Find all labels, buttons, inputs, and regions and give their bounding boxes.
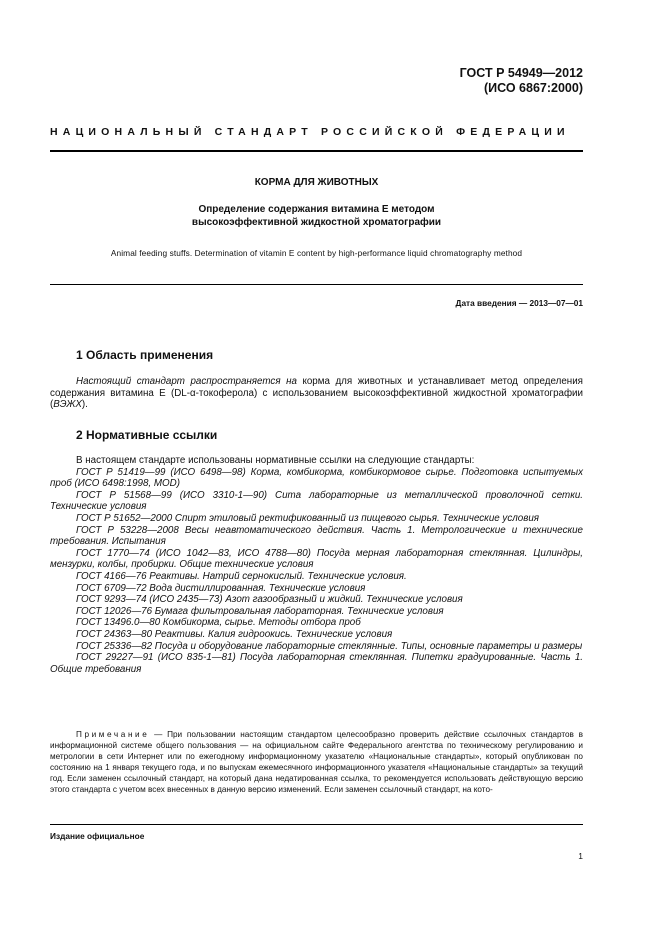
document-title: КОРМА ДЛЯ ЖИВОТНЫХ bbox=[254, 177, 379, 188]
ref-item: ГОСТ 29227—91 (ИСО 835-1—81) Посуда лабораторная стеклянная. Пипетки градуированные. Часть 1. Общие требования bbox=[50, 652, 583, 675]
english-title: Animal feeding stuffs. Determination of vitamin E content by high-performance liquid chromatography method bbox=[110, 248, 523, 258]
section-1-body bbox=[50, 376, 583, 411]
title-divider bbox=[50, 284, 583, 285]
footer-divider bbox=[50, 824, 583, 825]
edition-label: Издание официальное bbox=[50, 831, 145, 841]
subtitle-line-2: высокоэффективной жидкостной хроматографии bbox=[191, 217, 442, 228]
ref-item: ГОСТ Р 51652—2000 Спирт этиловый ректификованный из пищевого сырья. Технические условия bbox=[76, 512, 539, 524]
effective-date: Дата введения — 2013—07—01 bbox=[455, 298, 583, 308]
ref-item: ГОСТ 25336—82 Посуда и оборудование лабораторные стеклянные. Типы, основные параметры и размеры bbox=[76, 640, 583, 652]
section-2-heading: 2 Нормативные ссылки bbox=[76, 428, 218, 442]
ref-item: ГОСТ Р 53228—2008 Весы неавтоматического действия. Часть 1. Метрологические и технические требования. Испытания bbox=[50, 524, 583, 548]
national-standard-banner: НАЦИОНАЛЬНЫЙ СТАНДАРТ РОССИЙСКОЙ ФЕДЕРАЦИИ bbox=[50, 126, 570, 138]
scope-end: ). bbox=[81, 399, 88, 411]
ref-item: ГОСТ 6709—72 Вода дистиллированная. Технические условия bbox=[76, 582, 366, 594]
scope-abbr: ВЭЖХ bbox=[53, 399, 82, 411]
ref-item: ГОСТ 13496.0—80 Комбикорма, сырье. Методы отбора проб bbox=[76, 617, 361, 629]
ref-item: ГОСТ Р 51419—99 (ИСО 6498—98) Корма, комбикорма, комбикормовое сырье. Подготовка испытуемых проб (ИСО 6498:1998, MOD) bbox=[50, 466, 583, 490]
refs-intro: В настоящем стандарте использованы нормативные ссылки на следующие стандарты: bbox=[76, 455, 475, 466]
ref-item: ГОСТ 24363—80 Реактивы. Калия гидроокись. Технические условия bbox=[76, 628, 393, 640]
ref-item: ГОСТ 12026—76 Бумага фильтровальная лабораторная. Технические условия bbox=[76, 605, 444, 617]
scope-text: корма для животных и устанавливает метод определения содержания витамина Е (DL-α-токоферола) с использованием высокоэффективной жидкостной хроматографии ( bbox=[50, 376, 583, 411]
section-2-body bbox=[50, 455, 583, 675]
ref-item: ГОСТ 9293—74 (ИСО 2435—73) Азот газообразный и жидкий. Технические условия bbox=[76, 594, 463, 606]
scope-paragraph bbox=[50, 376, 583, 411]
ref-item: ГОСТ 1770—74 (ИСО 1042—83, ИСО 4788—80) Посуда мерная лабораторная стеклянная. Цилиндры, мензурки, колбы, пробирки. Общие технические условия bbox=[50, 547, 583, 571]
header-divider bbox=[50, 150, 583, 152]
gost-number: ГОСТ Р 54949—2012 bbox=[459, 66, 583, 80]
scope-intro: Настоящий стандарт распространяется на bbox=[76, 376, 297, 387]
note-label: Примечание bbox=[76, 730, 150, 739]
note-text: — При пользовании настоящим стандартом целесообразно проверить действие ссылочных стандартов в информационной системе общего пользования — на официальном сайте Федерального агентства по техническому регулированию и метрологии в сети Интернет или по ежегодному информационному указателю «Национальные стандарты», который опубликован по состоянию на 1 января текущего года, и по выпускам ежемесячного информационного указателя «Национальные стандарты» за текущий год. Если заменен ссылочный стандарт, на который дана недатированная ссылка, то рекомендуется использовать действующую версию этого стандарта с учетом всех внесенных в данную версию изменений. Если заменен ссылочный стандарт, на кото- bbox=[50, 730, 583, 794]
iso-number: (ИСО 6867:2000) bbox=[484, 81, 583, 95]
ref-item: ГОСТ 4166—76 Реактивы. Натрий сернокислый. Технические условия. bbox=[76, 570, 407, 582]
ref-item: ГОСТ Р 51568—99 (ИСО 3310-1—90) Сита лабораторные из металлической проволочной сетки. Технические условия bbox=[50, 489, 583, 513]
section-1-heading: 1 Область применения bbox=[76, 348, 214, 362]
standard-designation bbox=[460, 66, 583, 96]
document-subtitle bbox=[50, 203, 583, 229]
subtitle-line-1: Определение содержания витамина Е методом bbox=[198, 204, 435, 215]
page-number: 1 bbox=[578, 851, 583, 861]
note-paragraph bbox=[50, 729, 583, 795]
